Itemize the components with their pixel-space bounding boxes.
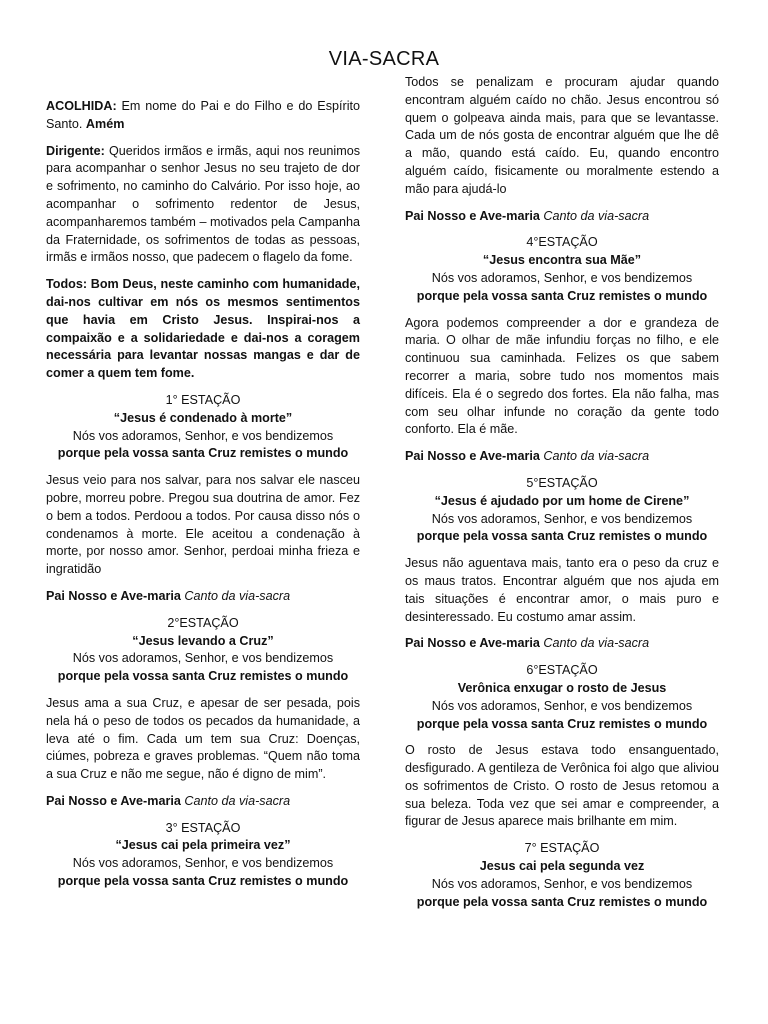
refrain-line-1: Nós vos adoramos, Senhor, e vos bendizemos bbox=[431, 270, 693, 285]
station-4 bbox=[405, 234, 719, 305]
refrain-line-2: porque pela vossa santa Cruz remistes o mundo bbox=[416, 894, 708, 909]
refrain-line-2: porque pela vossa santa Cruz remistes o mundo bbox=[416, 716, 708, 731]
prayer-line bbox=[46, 588, 360, 606]
dirigente-text: Queridos irmãos e irmãs, aqui nos reunimos para acompanhar o senhor Jesus no seu trajeto de dor e sofrimento, no caminho do Calvário. Por isso hoje, ao acompanhar o sofrimento redentor de Jesus, acompanharemos também – motivados pela Campanha da Fraternidade, os sofrimentos de todas as pessoas, irmãs e irmãos nosso, que padecem o flagelo da fome. bbox=[46, 143, 360, 265]
station-7 bbox=[405, 840, 719, 911]
station-reflection: O rosto de Jesus estava todo ensanguentado, desfigurado. A gentileza de Verônica foi algo que aliviou os sofrimentos de Cristo. O rosto de Jesus retomou a sua beleza. Toda vez que sei amar e compreender, a figurar de Jesus aparece mais brilhante em mim. bbox=[405, 743, 719, 829]
station-name: “Jesus é condenado à morte” bbox=[113, 410, 293, 425]
canto-label: Canto da via-sacra bbox=[543, 449, 650, 464]
refrain-line-2: porque pela vossa santa Cruz remistes o mundo bbox=[57, 669, 349, 684]
refrain-line-1: Nós vos adoramos, Senhor, e vos bendizemos bbox=[72, 651, 334, 666]
station-reflection: Agora podemos compreender a dor e grandeza de maria. O olhar de mãe infundiu forças no filho, e ele continuou sua caminhada. Felizes os que sabem recorrer a maria, sobre tudo nos momentos mais difíceis. Ela é o segredo dos fortes. Ela não falha, mas com seu olhar infunde no coração da gente todo conforto. Ela é mãe. bbox=[405, 315, 719, 437]
refrain-line-2: porque pela vossa santa Cruz remistes o mundo bbox=[57, 874, 349, 889]
station-name: “Jesus encontra sua Mãe” bbox=[482, 253, 642, 268]
station-5 bbox=[405, 475, 719, 546]
prayer-label: Pai Nosso e Ave-maria bbox=[46, 588, 181, 603]
station-number: 6°ESTAÇÃO bbox=[526, 663, 598, 678]
station-3 bbox=[46, 820, 360, 891]
canto-label: Canto da via-sacra bbox=[184, 588, 291, 603]
refrain-line-1: Nós vos adoramos, Senhor, e vos bendizemos bbox=[431, 876, 693, 891]
station-1 bbox=[46, 392, 360, 463]
station-name: “Jesus é ajudado por um home de Cirene” bbox=[434, 493, 690, 508]
prayer-label: Pai Nosso e Ave-maria bbox=[405, 449, 540, 464]
prayer-line bbox=[405, 448, 719, 466]
station-name: Verônica enxugar o rosto de Jesus bbox=[457, 680, 667, 695]
prayer-line bbox=[405, 208, 719, 226]
canto-label: Canto da via-sacra bbox=[543, 208, 650, 223]
station-name: “Jesus levando a Cruz” bbox=[132, 633, 274, 648]
refrain-line-2: porque pela vossa santa Cruz remistes o mundo bbox=[57, 446, 349, 461]
station-name: “Jesus cai pela primeira vez” bbox=[115, 838, 291, 853]
station-reflection: Todos se penalizam e procuram ajudar quando encontram alguém caído no chão. Jesus encontrou só quem o golpeava ainda mais, para que se levantasse. Cada um de nós gosta de encontrar alguém que lhe dê a mão, quando está caído. Eu, quando encontro alguém caído, fisicamente ou moralmente estendo a mão para ajudá-lo bbox=[405, 75, 719, 196]
station-reflection: Jesus não aguentava mais, tanto era o peso da cruz e os maus tratos. Encontrar alguém que nos ajuda em tais situações é encontrar amor, o mais puro e desinteressado. Eu costumo amar assim. bbox=[405, 556, 719, 624]
acolhida-label: ACOLHIDA: bbox=[46, 99, 117, 113]
station-reflection: Jesus veio para nos salvar, para nos salvar ele nasceu pobre, morreu pobre. Pregou sua doutrina de amor. Fez o bem a todos. Perdoou a todos. Por causa disso nós o condenamos à morte. Ele aceitou a condenação à morte, por nosso amor. Senhor, perdoai minha frieza e ingratidão bbox=[46, 473, 360, 577]
prayer-label: Pai Nosso e Ave-maria bbox=[46, 793, 181, 808]
left-column bbox=[46, 98, 360, 900]
refrain-line-1: Nós vos adoramos, Senhor, e vos bendizemos bbox=[72, 856, 334, 871]
refrain-line-1: Nós vos adoramos, Senhor, e vos bendizemos bbox=[72, 428, 334, 443]
prayer-line bbox=[405, 635, 719, 653]
todos-paragraph: Todos: Bom Deus, neste caminho com humanidade, dai-nos cultivar em nós os mesmos sentimentos que havia em Cristo Jesus. Inspirai-nos a compaixão e a solidariedade e dai-nos a coragem necessária para levantar nossas mangas e dar de comer a quem tem fome. bbox=[46, 277, 360, 381]
page-title: VIA-SACRA bbox=[328, 48, 440, 70]
station-number: 2°ESTAÇÃO bbox=[167, 615, 239, 630]
refrain-line-2: porque pela vossa santa Cruz remistes o mundo bbox=[416, 529, 708, 544]
prayer-label: Pai Nosso e Ave-maria bbox=[405, 636, 540, 651]
right-column bbox=[405, 74, 719, 920]
station-number: 4°ESTAÇÃO bbox=[526, 235, 598, 250]
acolhida-text: Em nome do Pai e do Filho e do Espírito Santo. bbox=[46, 99, 360, 131]
station-number: 7° ESTAÇÃO bbox=[524, 841, 600, 856]
refrain-line-2: porque pela vossa santa Cruz remistes o mundo bbox=[416, 288, 708, 303]
station-number: 5°ESTAÇÃO bbox=[526, 475, 598, 490]
prayer-line bbox=[46, 793, 360, 811]
station-reflection: Jesus ama a sua Cruz, e apesar de ser pesada, pois nela há o peso de todos os pecados da humanidade, a leva até o fim. Cada um tem sua Cruz: Doenças, ciúmes, pobreza e graves problemas. “Quem não toma a sua Cruz e não me segue, não é digno de mim”. bbox=[46, 695, 360, 782]
canto-label: Canto da via-sacra bbox=[543, 636, 650, 651]
dirigente-label: Dirigente: bbox=[46, 143, 105, 158]
refrain-line-1: Nós vos adoramos, Senhor, e vos bendizemos bbox=[431, 698, 693, 713]
station-number: 3° ESTAÇÃO bbox=[165, 820, 241, 835]
canto-label: Canto da via-sacra bbox=[184, 793, 291, 808]
station-name: Jesus cai pela segunda vez bbox=[479, 859, 645, 874]
station-2 bbox=[46, 615, 360, 686]
refrain-line-1: Nós vos adoramos, Senhor, e vos bendizemos bbox=[431, 511, 693, 526]
station-number: 1° ESTAÇÃO bbox=[165, 392, 241, 407]
acolhida-paragraph bbox=[46, 98, 360, 134]
station-6 bbox=[405, 662, 719, 733]
acolhida-amen: Amém bbox=[85, 116, 125, 131]
dirigente-paragraph bbox=[46, 143, 360, 268]
prayer-label: Pai Nosso e Ave-maria bbox=[405, 208, 540, 223]
